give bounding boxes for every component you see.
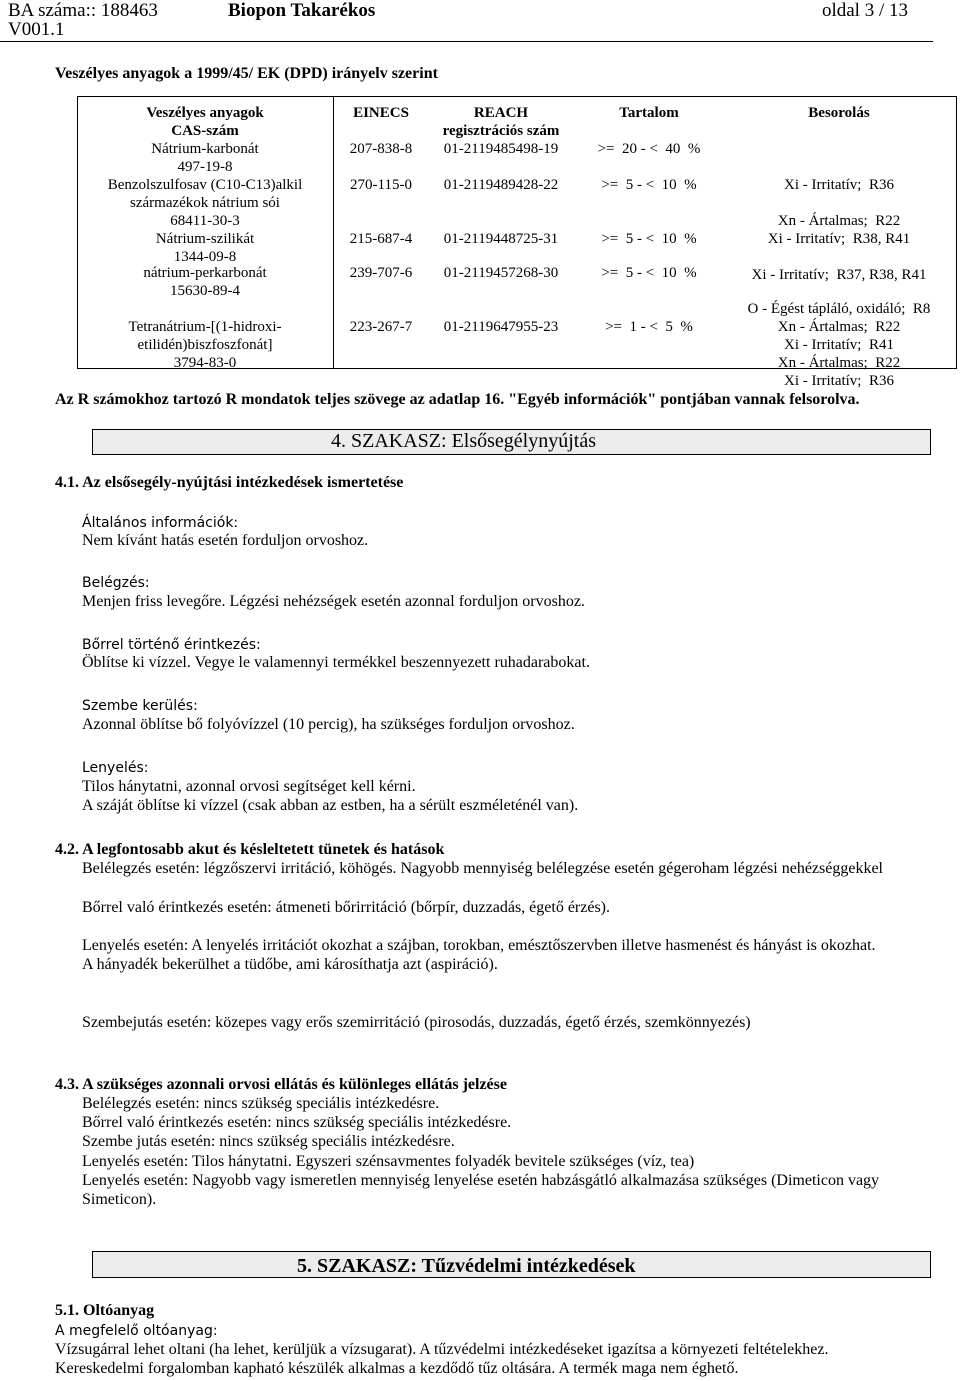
table-row-reach: 01-2119457268-30 xyxy=(443,265,559,281)
header-divider xyxy=(0,41,933,42)
skin-contact-label: Bőrrel történő érintkezés: xyxy=(82,637,261,653)
table-row-substance: Nátrium-karbonát 497-19-8 xyxy=(151,141,259,175)
page-number: oldal 3 / 13 xyxy=(821,0,908,21)
table-row-reach: 01-2119489428-22 xyxy=(443,177,559,193)
skin-contact-text: Öblítse ki vízzel. Vegye le valamennyi termékkel beszennyezett ruhadarabokat. xyxy=(82,654,590,671)
inhalation-text: Menjen friss levegőre. Légzési nehézségek esetén azonnal forduljon orvoshoz. xyxy=(82,593,585,610)
ingestion-text-1: Tilos hánytatni, azonnal orvosi segítséget kell kérni. xyxy=(82,778,416,795)
ingestion-text-2: A száját öblítse ki vízzel (csak abban az estben, ha a sérült eszméleténél van). xyxy=(82,797,579,814)
regulation-title: Veszélyes anyagok a 1999/45/ EK (DPD) irányelv szerint xyxy=(55,65,438,82)
table-row-substance: nátrium-perkarbonát 15630-89-4 xyxy=(143,265,267,299)
treatment-line: Belélegzés esetén: nincs szükség speciális intézkedésre. xyxy=(82,1095,440,1112)
table-row-classification: Xi - Irritatív; R36 xyxy=(784,177,894,193)
table-row-einecs: 215-687-4 xyxy=(349,231,413,247)
header-classification: Besorolás xyxy=(808,105,870,121)
section-4-2-heading: 4.2. A legfontosabb akut és késleltetett tünetek és hatások xyxy=(55,841,445,858)
symptom-ingestion-2: A hányadék bekerülhet a tüdőbe, ami károsíthatja azt (aspiráció). xyxy=(82,956,498,973)
header-substance: Veszélyes anyagok CAS-szám xyxy=(146,105,264,139)
table-row-content: >= 1 - < 5 % xyxy=(605,319,693,335)
table-row-classification: O - Égést tápláló, oxidáló; R8 Xn - Ártalmas; R22 Xi - Irritatív; R41 xyxy=(747,301,931,353)
treatment-line: Lenyelés esetén: Nagyobb vagy ismeretlen mennyiség lenyelése esetén habzásgátló alkalmazása szükséges (Dimeticon vagy xyxy=(82,1172,880,1189)
table-row-classification: Xi - Irritatív; R37, R38, R41 xyxy=(751,267,927,283)
treatment-line: Szembe jutás esetén: nincs szükség speciális intézkedésre. xyxy=(82,1133,455,1150)
general-info-text: Nem kívánt hatás esetén forduljon orvoshoz. xyxy=(82,532,369,549)
table-row-einecs: 223-267-7 xyxy=(349,319,413,335)
symptom-skin: Bőrrel való érintkezés esetén: átmeneti bőrirritáció (bőrpír, duzzadás, égető érzés). xyxy=(82,899,611,916)
general-info-label: Általános információk: xyxy=(82,515,239,531)
header-einecs: EINECS xyxy=(353,105,409,121)
table-row-content: >= 5 - < 10 % xyxy=(601,231,697,247)
eye-contact-label: Szembe kerülés: xyxy=(82,698,198,714)
company-name: Biopon Takarékos xyxy=(228,0,376,21)
table-row-substance: Nátrium-szilikát 1344-09-8 xyxy=(155,231,255,265)
table-row-reach: 01-2119448725-31 xyxy=(443,231,559,247)
treatment-line: Simeticon). xyxy=(82,1191,157,1208)
table-row-einecs: 207-838-8 xyxy=(349,141,413,157)
eye-contact-text: Azonnal öblítse bő folyóvízzel (10 percig), ha szükséges forduljon orvoshoz. xyxy=(82,716,575,733)
symptom-ingestion-1: Lenyelés esetén: A lenyelés irritációt okozhat a szájban, torokban, emésztőszervben illetve hasmenést és hányást is okozhat. xyxy=(82,937,876,954)
header-reach: REACH regisztrációs szám xyxy=(442,105,560,139)
treatment-line: Lenyelés esetén: Tilos hánytatni. Egyszeri szénsavmentes folyadék bevitele szükséges (víz, tea) xyxy=(82,1153,695,1170)
document-version: V001.1 xyxy=(8,19,65,40)
header-content: Tartalom xyxy=(619,105,679,121)
table-row-einecs: 239-707-6 xyxy=(349,265,413,281)
table-row-content: >= 5 - < 10 % xyxy=(601,177,697,193)
table-row-classification: Xn - Ártalmas; R22 Xi - Irritatív; R36 xyxy=(777,355,901,389)
ingestion-label: Lenyelés: xyxy=(82,760,149,776)
table-row-reach: 01-2119647955-23 xyxy=(443,319,559,335)
symptom-eye: Szembejutás esetén: közepes vagy erős szemirritáció (pirosodás, duzzadás, égető érzés, szemkönnyezés) xyxy=(82,1014,751,1031)
table-row-reach: 01-2119485498-19 xyxy=(443,141,559,157)
inhalation-label: Belégzés: xyxy=(82,575,150,591)
table-row-substance: Tetranátrium-[(1-hidroxi- etilidén)biszfoszfonát] 3794-83-0 xyxy=(128,319,282,371)
table-column-divider xyxy=(333,96,334,369)
symptom-inhalation: Belélegzés esetén: légzőszervi irritáció, köhögés. Nagyobb mennyiség belélegzése esetén gégeroham légzési nehézséggekkel xyxy=(82,860,883,877)
section-5-title: 5. SZAKASZ: Tűzvédelmi intézkedések xyxy=(297,1255,636,1277)
section-4-title: 4. SZAKASZ: Elsősegélynyújtás xyxy=(331,430,596,452)
r-phrases-note: Az R számokhoz tartozó R mondatok teljes szövege az adatlap 16. "Egyéb információk" pontjában vannak felsorolva. xyxy=(55,391,860,408)
table-row-content: >= 20 - < 40 % xyxy=(597,141,701,157)
document-id: BA száma:: 188463 xyxy=(8,0,158,21)
extinguishing-line-1: Vízsugárral lehet oltani (ha lehet, kerüljük a vízsugarat). A tűzvédelmi intézkedéseket igazítsa a környezeti feltételekhez. xyxy=(55,1341,829,1358)
treatment-line: Bőrrel való érintkezés esetén: nincs szükség speciális intézkedésre. xyxy=(82,1114,512,1131)
section-4-3-heading: 4.3. A szükséges azonnali orvosi ellátás és különleges ellátás jelzése xyxy=(55,1076,507,1093)
table-row-classification: Xn - Ártalmas; R22 Xi - Irritatív; R38, R41 xyxy=(767,213,911,247)
table-row-content: >= 5 - < 10 % xyxy=(601,265,697,281)
section-5-1-heading: 5.1. Oltóanyag xyxy=(55,1302,155,1319)
suitable-media-label: A megfelelő oltóanyag: xyxy=(55,1323,218,1339)
extinguishing-line-2: Kereskedelmi forgalomban kapható készülék alkalmas a kezdődő tűz oltására. A termék maga nem éghető. xyxy=(55,1360,739,1377)
table-row-substance: Benzolszulfosav (C10-C13)alkil származékok nátrium sói 68411-30-3 xyxy=(107,177,303,229)
table-row-einecs: 270-115-0 xyxy=(350,177,412,193)
section-4-1-heading: 4.1. Az elsősegély-nyújtási intézkedések ismertetése xyxy=(55,474,404,491)
